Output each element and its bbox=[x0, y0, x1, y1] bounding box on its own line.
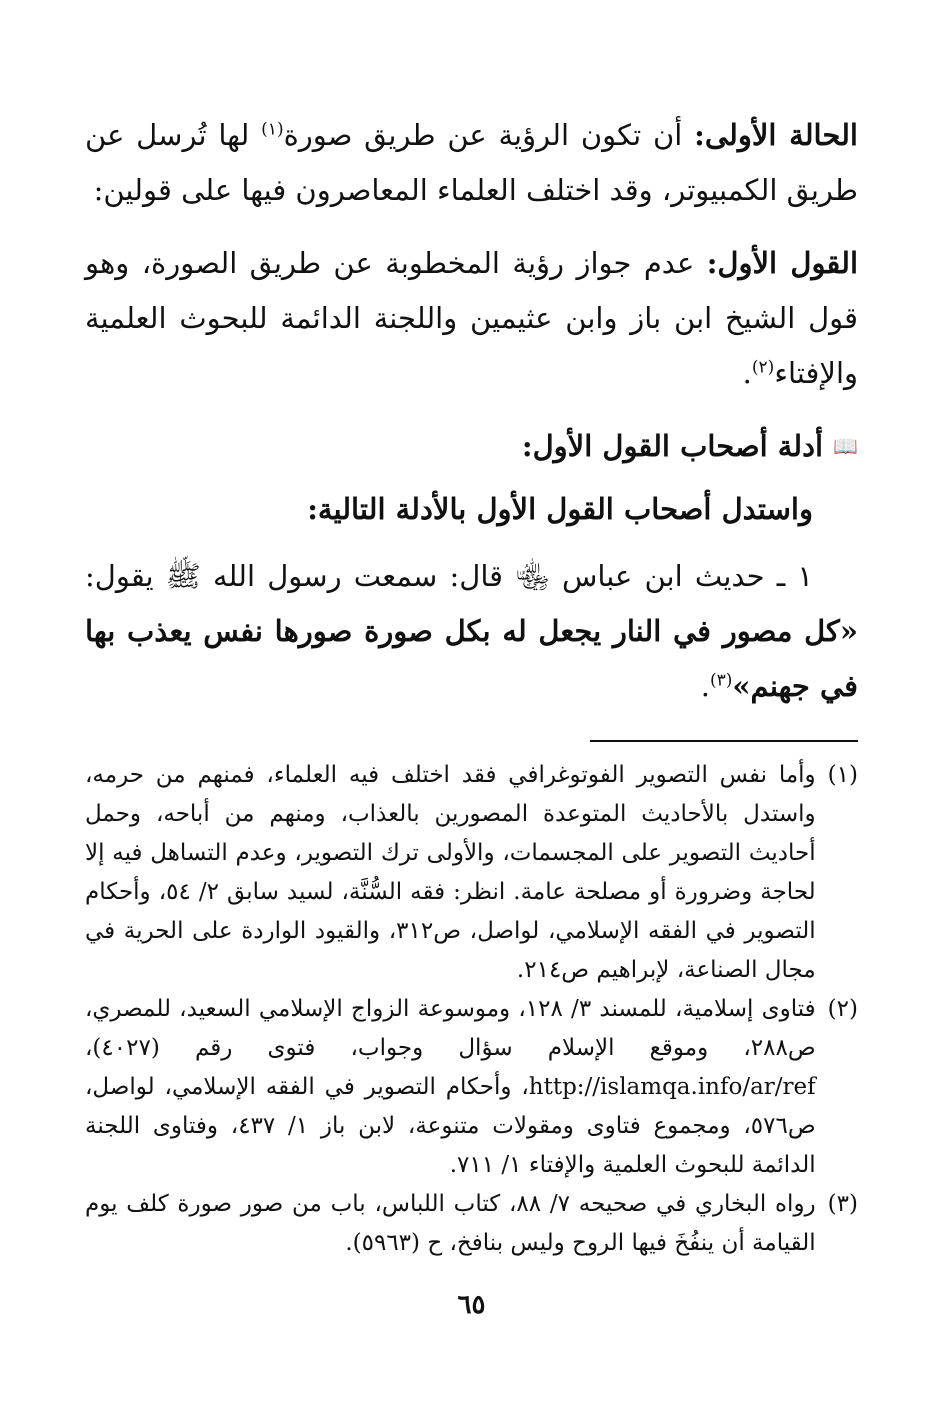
evidence-intro: واستدل أصحاب القول الأول بالأدلة التالية: bbox=[307, 492, 813, 526]
footnote-1-text: وأما نفس التصوير الفوتوغرافي فقد اختلف فيه العلماء، فمنهم من حرمه، واستدل بالأحاديث المتوعدة المصورين بالعذاب، ومنهم من أباحه، وحمل أحاديث التصوير على المجسمات، والأولى ترك التصوير، وعدم التساهل فيه إلا لحاجة وضرورة أو مصلحة عامة. انظر: فقه السُّنَّة، لسيد سابق ٢/ ٥٤، وأحكام التصوير في الفقه الإسلامي، لواصل، ص٣١٢، والقيود الواردة على الحرية في مجال الصناعة، لإبراهيم ص٢١٤. bbox=[85, 762, 816, 983]
footnote-ref-2[interactable]: (٢) bbox=[751, 357, 775, 378]
first-case-text: أن تكون الرؤية عن طريق صورة bbox=[283, 118, 695, 152]
islamqa-link[interactable]: http://islamqa.info/ar/ref bbox=[528, 1074, 816, 1100]
footnotes bbox=[85, 756, 858, 1263]
footnote-ref-3[interactable]: (٣) bbox=[709, 670, 733, 691]
footnote-1 bbox=[85, 756, 858, 990]
evidence-heading-text: أدلة أصحاب القول الأول: bbox=[521, 429, 824, 463]
first-opinion-label: القول الأول: bbox=[706, 246, 858, 280]
first-case-paragraph bbox=[85, 108, 858, 218]
footnote-2-text bbox=[85, 990, 816, 1185]
book-page bbox=[85, 108, 858, 1366]
evidence-item-1-text: ١ ـ حديث ابن عباس ﵄ قال: سمعت رسول الله ﷺ يقول: bbox=[85, 559, 813, 593]
footnote-3-text: رواه البخاري في صحيحه ٧/ ٨٨، كتاب اللباس، باب من صور صورة كلف يوم القيامة أن ينفُخَ فيها الروح وليس بنافخ، ح (٥٩٦٣). bbox=[85, 1191, 816, 1256]
hadith-quote: «كل مصور في النار يجعل له بكل صورة صورها نفس يعذب بها في جهنم» bbox=[85, 614, 858, 703]
first-opinion-paragraph bbox=[85, 236, 858, 401]
first-case-label: الحالة الأولى: bbox=[694, 118, 858, 152]
footnote-1-number: (١) bbox=[827, 762, 858, 788]
footnote-2-number: (٢) bbox=[827, 996, 858, 1022]
evidence-item-1 bbox=[85, 549, 858, 714]
footnote-2-text-end: ، وأحكام التصوير في الفقه الإسلامي، لواصل، ص٥٧٦، ومجموع فتاوى ومقولات متنوعة، لابن باز ١/ ٤٣٧، وفتاوى اللجنة الدائمة للبحوث العلمية والإفتاء ١/ ٧١١. bbox=[85, 1074, 816, 1178]
first-case-text-continued: لها تُرسل عن طريق الكمبيوتر، وقد اختلف العلماء المعاصرون فيها على قولين: bbox=[85, 118, 858, 207]
main-text bbox=[85, 108, 858, 714]
footnote-3-number: (٣) bbox=[827, 1191, 858, 1217]
footnote-separator bbox=[590, 740, 858, 742]
evidence-heading bbox=[85, 419, 858, 474]
page-number: ٦٥ bbox=[457, 1290, 486, 1320]
first-opinion-end: . bbox=[742, 356, 752, 390]
footnote-2-text-start: فتاوى إسلامية، للمسند ٣/ ١٢٨، وموسوعة الزواج الإسلامي السعيد، للمصري، ص٢٨٨، وموقع الإسلام سؤال وجواب، فتوى رقم (٤٠٢٧)، bbox=[85, 996, 816, 1061]
footnote-ref-1[interactable]: (١) bbox=[261, 119, 284, 140]
book-icon: 📖 bbox=[833, 434, 858, 458]
footnote-2 bbox=[85, 990, 858, 1185]
first-opinion-text: عدم جواز رؤية المخطوبة عن طريق الصورة، وهو قول الشيخ ابن باز وابن عثيمين واللجنة الدائمة للبحوث العلمية والإفتاء bbox=[85, 246, 858, 390]
footnote-3 bbox=[85, 1185, 858, 1263]
evidence-item-1-end: . bbox=[700, 669, 710, 703]
